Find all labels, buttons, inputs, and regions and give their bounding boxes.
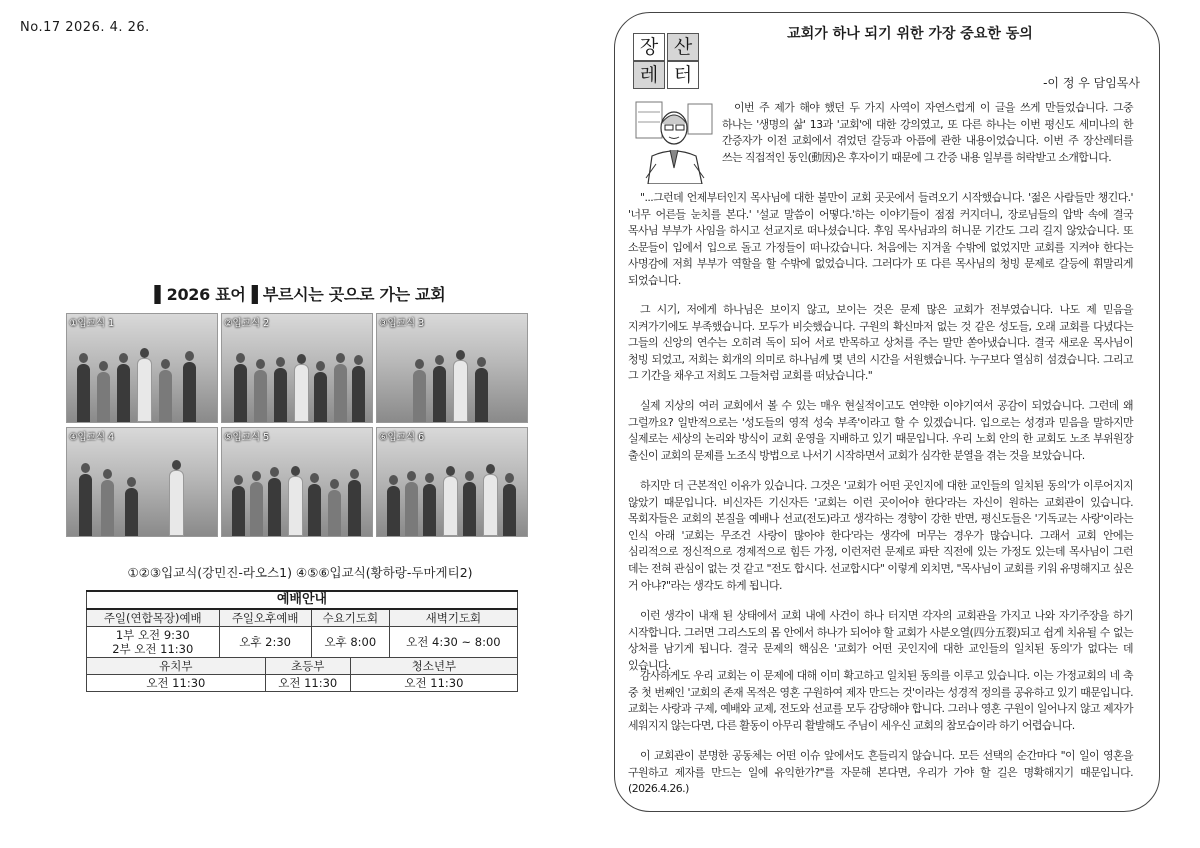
badge-char: 장 [633, 33, 665, 61]
photo-caption-5: ⑤입교식 5 [224, 432, 270, 443]
photo-5 [221, 427, 373, 537]
photo-1 [66, 313, 218, 423]
service-header: 수요기도회 [311, 609, 389, 627]
letter-paragraph: 그 시기, 저에게 하나님은 보이지 않고, 보이는 것은 문제 많은 교회가 전부였습니다. 나도 제 믿음을 지켜가기에도 부족했습니다. 모두가 비슷했습니다. 구원의 확신마저 없는 것 같은 성도들, 오래 교회를 다녔다는 그들의 신앙의 연수는 오히려 독이 되어 서로 반목하고 상처를 주는 말만 쏟아냈습니다. 결국 새로운 목사님이 청빙 되었고, 저희는 회개의 의미로 하나님께 몇 년의 시간을 서원했습니다. 누구보다 열심히 섬겼습니다. 그리고 그 기간을 채우고 저희도 그들처럼 교회를 떠났습니다." [628, 303, 1133, 383]
photo-caption-3: ③입교식 3 [379, 318, 425, 329]
service-time-line: 2부 오전 11:30 [112, 642, 194, 656]
photo-caption-2: ②입교식 2 [224, 318, 270, 329]
jangsan-letter-badge [633, 33, 701, 89]
pastor-portrait-illustration [628, 98, 718, 184]
service-time: 오전 11:30 [87, 675, 266, 692]
issue-line: No.17 2026. 4. 26. [20, 20, 150, 35]
photo-3 [376, 313, 528, 423]
photo-2 [221, 313, 373, 423]
photo-group-caption: ①②③입교식(강민진-라오스1) ④⑤⑥입교식(황하랑-두마게티2) [127, 565, 473, 580]
letter-paragraph: 이 교회관이 분명한 공동체는 어떤 이슈 앞에서도 흔들리지 않습니다. 모든 선택의 순간마다 "이 일이 영혼을 구원하고 제자를 만드는 일에 유익한가?"를 자문해 본다면, 우리가 가야 할 길은 명확해지기 때문입니다. (2026.4.26.) [628, 749, 1133, 796]
photo-figures [228, 466, 366, 536]
photo-caption-4: ④입교식 4 [69, 432, 115, 443]
letter-paragraph: 이번 주 제가 해야 했던 두 가지 사역이 자연스럽게 이 글을 쓰게 만들었습니다. 그중 하나는 '생명의 삶' 13과 '교회'에 대한 강의였고, 또 다른 하나는 이번 평신도 세미나의 한 간증자가 이전 교회에서 겪었던 갈등과 아픔에 관한 내용이었습니다. 이번 주 장산레터를 쓰는 직접적인 동인(動因)은 후자이기 때문에 그 간증 내용 일부를 허락받고 소개합니다. [722, 101, 1133, 164]
annual-motto: ▌2026 표어▐ 부르시는 곳으로 가는 교회 [154, 285, 446, 304]
service-time: 오후 2:30 [219, 627, 311, 658]
letter-paragraph: 감사하게도 우리 교회는 이 문제에 대해 이미 확고하고 일치된 동의를 이루고 있습니다. 이는 가정교회의 네 축 중 첫 번째인 '교회의 존재 목적은 영혼 구원하여 제자 만드는 것'이라는 성경적 정의를 공유하고 있기 때문입니다. 교회는 사랑과 구제, 예배와 교제, 전도와 선교를 모두 감당해야 합니다. 그러나 영혼 구원이 일어나지 않고 제자가 세워지지 않는다면, 다른 활동이 아무리 활발해도 주님이 세우신 교회의 참모습이라 하기 어렵습니다. [628, 669, 1133, 732]
service-header: 유치부 [87, 658, 266, 675]
photo-figures [228, 352, 366, 422]
service-time: 오전 4:30 ~ 8:00 [389, 627, 517, 658]
letter-paragraph: 이런 생각이 내재 된 상태에서 교회 내에 사건이 하나 터지면 각자의 교회관을 가지고 나와 자기주장을 하기 시작합니다. 그러면 그리스도의 몸 안에서 하나가 되어야 할 교회가 사분오열(四分五裂)되고 쉽게 치유될 수 없는 상처를 남기게 됩니다. 결국 문제의 핵심은 '교회가 어떤 곳인지에 대한 교인들의 일치된 동의'가 없다는 데 있습니다. [628, 609, 1133, 672]
service-table [86, 590, 518, 692]
photo-figures [73, 466, 211, 536]
photo-6 [376, 427, 528, 537]
badge-char: 산 [667, 33, 699, 61]
service-header: 초등부 [265, 658, 350, 675]
service-time: 오전 11:30 [350, 675, 517, 692]
service-header: 청소년부 [350, 658, 517, 675]
letter-paragraph: 하지만 더 근본적인 이유가 있습니다. 그것은 '교회가 어떤 곳인지에 대한 교인들의 일치된 동의'가 이루어지지 않았기 때문입니다. 비신자든 기신자든 '교회는 이런 곳이어야 한다'라는 자신이 원하는 교회관이 있습니다. 목회자들은 교회의 본질을 예배나 선교(전도)라고 생각하는 경향이 강한 반면, 평신도들은 '기독교는 사랑'이라는 인식 아래 '교회는 무조건 사랑이 많아야 한다'라는 생각에 머무는 경우가 많습니다. 그래서 교회 안에는 심리적으로 정신적으로 경제적으로 힘든 가정, 이런저런 문제로 파탄 직전에 있는 가정도 있는데 목사님이 그런 데는 전혀 관심이 없는 것 같고 "전도 합시다. 선교합시다" 이렇게 외치면, "목사님이 교회를 키워 유명해지고 싶은 거 아냐?"라는 생각도 하게 됩니다. [628, 479, 1133, 592]
service-time [87, 627, 220, 658]
letter-author: -이 정 우 담임목사 [1043, 76, 1140, 90]
photo-figures [73, 352, 211, 422]
photo-caption-1: ①입교식 1 [69, 318, 115, 329]
photo-4 [66, 427, 218, 537]
badge-char: 터 [667, 61, 699, 89]
photo-caption-6: ⑥입교식 6 [379, 432, 425, 443]
photo-grid [66, 313, 528, 537]
photo-figures [383, 352, 521, 422]
service-time-line: 1부 오전 9:30 [115, 628, 190, 642]
service-time: 오전 11:30 [265, 675, 350, 692]
letter-paragraph: 실제 지상의 여러 교회에서 볼 수 있는 매우 현실적이고도 연약한 이야기여서 공감이 되었습니다. 그런데 왜 그럴까요? 일반적으로는 '성도들의 영적 성숙 부족'이라고 할 수 있겠습니다. 입으로는 성경과 믿음을 말하지만 실제로는 세상의 논리와 방식이 교회 운영을 지배하고 있기 때문입니다. 우리 노회 안의 한 교회도 노조 부위원장 출신이 교회의 문제를 노조식 방법으로 나서기 시작하면서 교회가 심각한 분열을 겪는 것을 보았습니다. [628, 399, 1133, 462]
service-header: 주일오후예배 [219, 609, 311, 627]
letter-paragraph: "...그런데 언제부터인지 목사님에 대한 불만이 교회 곳곳에서 들려오기 시작했습니다. '젊은 사람들만 챙긴다.' '너무 어른들 눈치를 본다.' '설교 말씀이 어떻다.'하는 이야기들이 점점 커지더니, 장로님들의 압박 속에 결국 목사님 부부가 사임을 하시고 선교지로 떠나셨습니다. 후임 목사님과의 허니문 기간도 그리 길지 않았습니다. 또 소문들이 입에서 입으로 돌고 가정들이 떠나갔습니다. 처음에는 지겨울 수밖에 없었지만 교회를 지켜야 한다는 사명감에 저희 부부가 역할을 할 수밖에 없었습니다. 그러다가 또 다른 목사님의 청빙 문제로 갈등에 휘말리게 되었습니다. [628, 191, 1133, 287]
photo-figures [383, 466, 521, 536]
service-title: 예배안내 [87, 591, 518, 609]
badge-char: 레 [633, 61, 665, 89]
service-time: 오후 8:00 [311, 627, 389, 658]
service-header: 새벽기도회 [389, 609, 517, 627]
letter-title: 교회가 하나 되기 위한 가장 중요한 동의 [787, 26, 1033, 42]
service-header: 주일(연합목장)예배 [87, 609, 220, 627]
